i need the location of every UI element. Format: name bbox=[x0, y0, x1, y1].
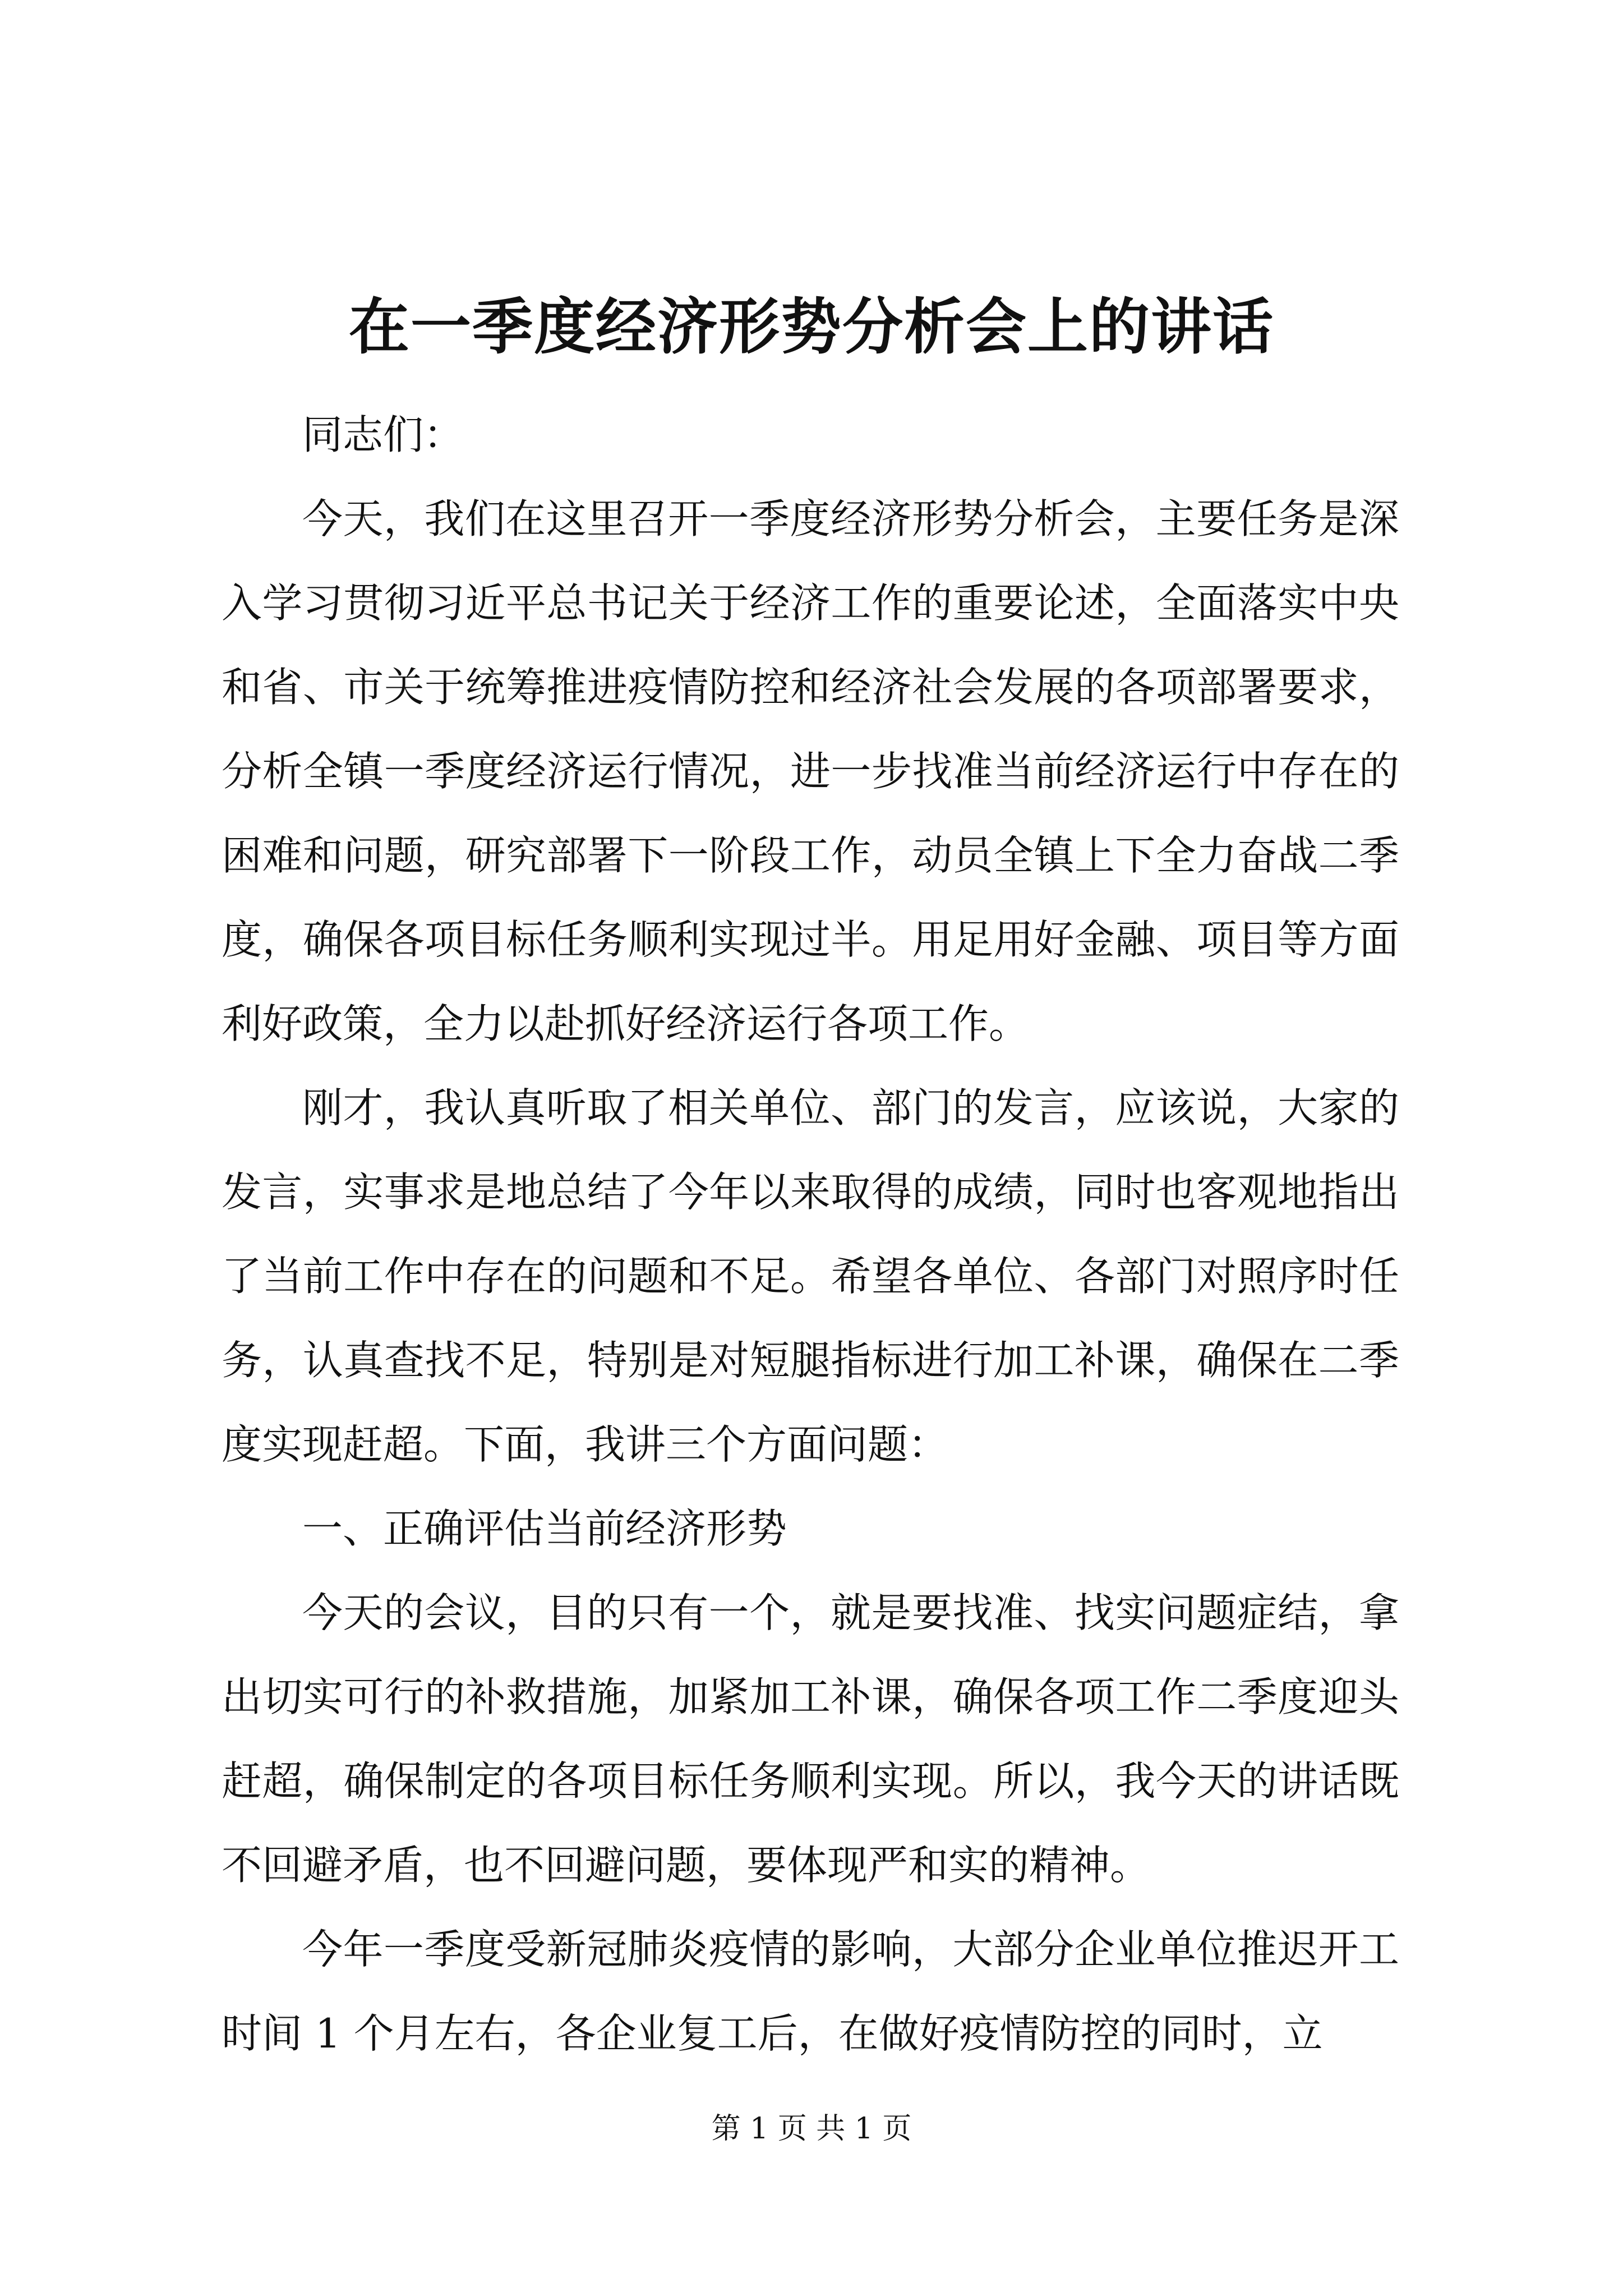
document-title: 在一季度经济形势分析会上的讲话 bbox=[348, 292, 1274, 362]
document-body bbox=[222, 393, 1399, 2076]
paragraph-3: 今天的会议，目的只有一个，就是要找准、找实问题症结，拿出切实可行的补救措施，加紧加工补课，确保各项工作二季度迎头赶超，确保制定的各项目标任务顺利实现。所以，我今天的讲话既不回避矛盾，也不回避问题，要体现严和实的精神。 bbox=[222, 1589, 1399, 1889]
paragraph-4: 今年一季度受新冠肺炎疫情的影响，大部分企业单位推迟开工时间 1 个月左右，各企业复工后，在做好疫情防控的同时，立 bbox=[222, 1926, 1399, 2057]
salutation: 同志们： bbox=[302, 411, 464, 458]
section-heading-1: 一、正确评估当前经济形势 bbox=[302, 1505, 787, 1552]
paragraph-2: 刚才，我认真听取了相关单位、部门的发言，应该说，大家的发言，实事求是地总结了今年以来取得的成绩，同时也客观地指出了当前工作中存在的问题和不足。希望各单位、各部门对照序时任务，认真查找不足，特别是对短腿指标进行加工补课，确保在二季度实现赶超。下面，我讲三个方面问题： bbox=[222, 1084, 1399, 1468]
paragraph-1: 今天，我们在这里召开一季度经济形势分析会，主要任务是深入学习贯彻习近平总书记关于经济工作的重要论述，全面落实中央和省、市关于统筹推进疫情防控和经济社会发展的各项部署要求，分析全镇一季度经济运行情况，进一步找准当前经济运行中存在的困难和问题，研究部署下一阶段工作，动员全镇上下全力奋战二季度，确保各项目标任务顺利实现过半。用足用好金融、项目等方面利好政策，全力以赴抓好经济运行各项工作。 bbox=[222, 495, 1399, 1047]
page-number-footer: 第 1 页 共 1 页 bbox=[711, 2112, 912, 2146]
